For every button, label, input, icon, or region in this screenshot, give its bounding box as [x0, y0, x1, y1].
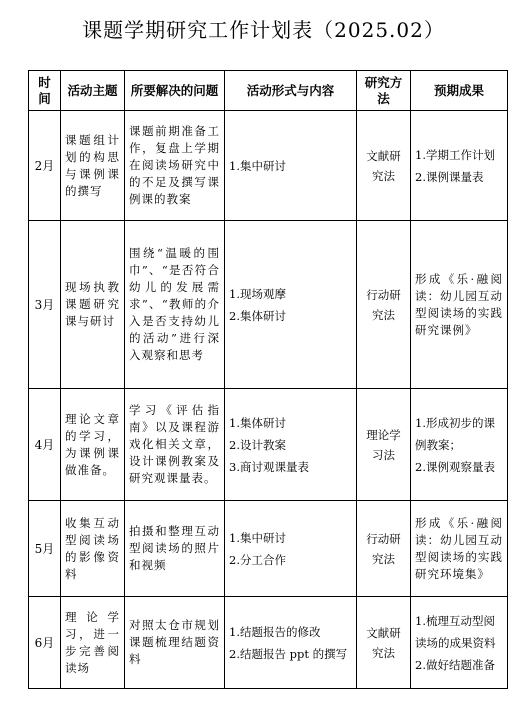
- table-row: [29, 501, 508, 597]
- method-cell: 行动研究法: [357, 221, 411, 389]
- table-row: [29, 597, 508, 689]
- method-cell: 文献研究法: [357, 111, 411, 221]
- month-cell: 6月: [29, 597, 61, 689]
- month-cell: 5月: [29, 501, 61, 597]
- result-item: 1.形成初步的课例教案；: [415, 415, 495, 452]
- result-item: 2.做好结题准备: [415, 657, 495, 672]
- form-item: 1.集中研讨: [229, 158, 286, 173]
- result-item: 1.梳理互动型阅读场的成果资料: [415, 613, 496, 650]
- form-item: 2.设计教案: [229, 437, 286, 452]
- problem-cell: 对照太仓市规划课题梳理结题资料: [125, 597, 225, 689]
- result-item: 2.课例观察量表: [415, 459, 495, 474]
- table-row: [29, 389, 508, 501]
- result-cell: [411, 597, 508, 689]
- topic-cell: 收集互动型阅读场的影像资料: [61, 501, 125, 597]
- table-row: [29, 111, 508, 221]
- topic-cell: 现场执教课题研究课与研讨: [61, 221, 125, 389]
- plan-table: [28, 70, 508, 689]
- topic-cell: 课题组计划的构思与课例课的撰写: [61, 111, 125, 221]
- header-topic: 活动主题: [61, 71, 125, 111]
- form-item: 2.集体研讨: [229, 308, 286, 323]
- result-cell: 形成《乐·融阅读：幼儿园互动型阅读场的实践研究课例》: [411, 221, 508, 389]
- month-cell: 3月: [29, 221, 61, 389]
- form-item: 1.结题报告的修改: [229, 624, 321, 639]
- form-cell: [225, 111, 357, 221]
- table-row: [29, 221, 508, 389]
- topic-cell: 理论文章的学习，为课例课做准备。: [61, 389, 125, 501]
- result-cell: [411, 111, 508, 221]
- form-cell: [225, 389, 357, 501]
- header-method: 研究方法: [357, 71, 411, 111]
- problem-cell: 课题前期准备工作，复盘上学期在阅读场研究中的不足及撰写课例课的教案: [125, 111, 225, 221]
- header-problem: 所要解决的问题: [125, 71, 225, 111]
- result-cell: [411, 389, 508, 501]
- result-cell: 形成《乐·融阅读：幼儿园互动型阅读场的实践研究环境集》: [411, 501, 508, 597]
- form-item: 2.分工合作: [229, 552, 286, 567]
- header-form: 活动形式与内容: [225, 71, 357, 111]
- form-item: 1.集体研讨: [229, 415, 286, 430]
- form-cell: [225, 597, 357, 689]
- form-cell: [225, 221, 357, 389]
- month-cell: 4月: [29, 389, 61, 501]
- topic-cell: 理论学习，进一步完善阅读场: [61, 597, 125, 689]
- form-item: 1.现场观摩: [229, 286, 286, 301]
- problem-cell: 围绕“温暖的围巾”、“是否符合幼儿的发展需求”、“教师的介入是否支持幼儿的活动”进行深入观察和思考: [125, 221, 225, 389]
- header-row: [29, 71, 508, 111]
- form-item: 3.商讨观课量表: [229, 459, 309, 474]
- method-cell: 行动研究法: [357, 501, 411, 597]
- month-cell: 2月: [29, 111, 61, 221]
- problem-cell: 拍摄和整理互动型阅读场的照片和视频: [125, 501, 225, 597]
- header-month: 时间: [29, 71, 61, 111]
- method-cell: 理论学习法: [357, 389, 411, 501]
- method-cell: 文献研究法: [357, 597, 411, 689]
- problem-cell: 学习《评估指南》以及课程游戏化相关文章，设计课例教案及研究观课量表。: [125, 389, 225, 501]
- result-item: 2.课例课量表: [415, 169, 484, 184]
- result-item: 1.学期工作计划: [415, 147, 495, 162]
- header-result: 预期成果: [411, 71, 508, 111]
- form-item: 1.集中研讨: [229, 530, 286, 545]
- form-cell: [225, 501, 357, 597]
- page-title: 课题学期研究工作计划表（2025.02）: [82, 18, 445, 42]
- form-item: 2.结题报告 ppt 的撰写: [229, 646, 348, 661]
